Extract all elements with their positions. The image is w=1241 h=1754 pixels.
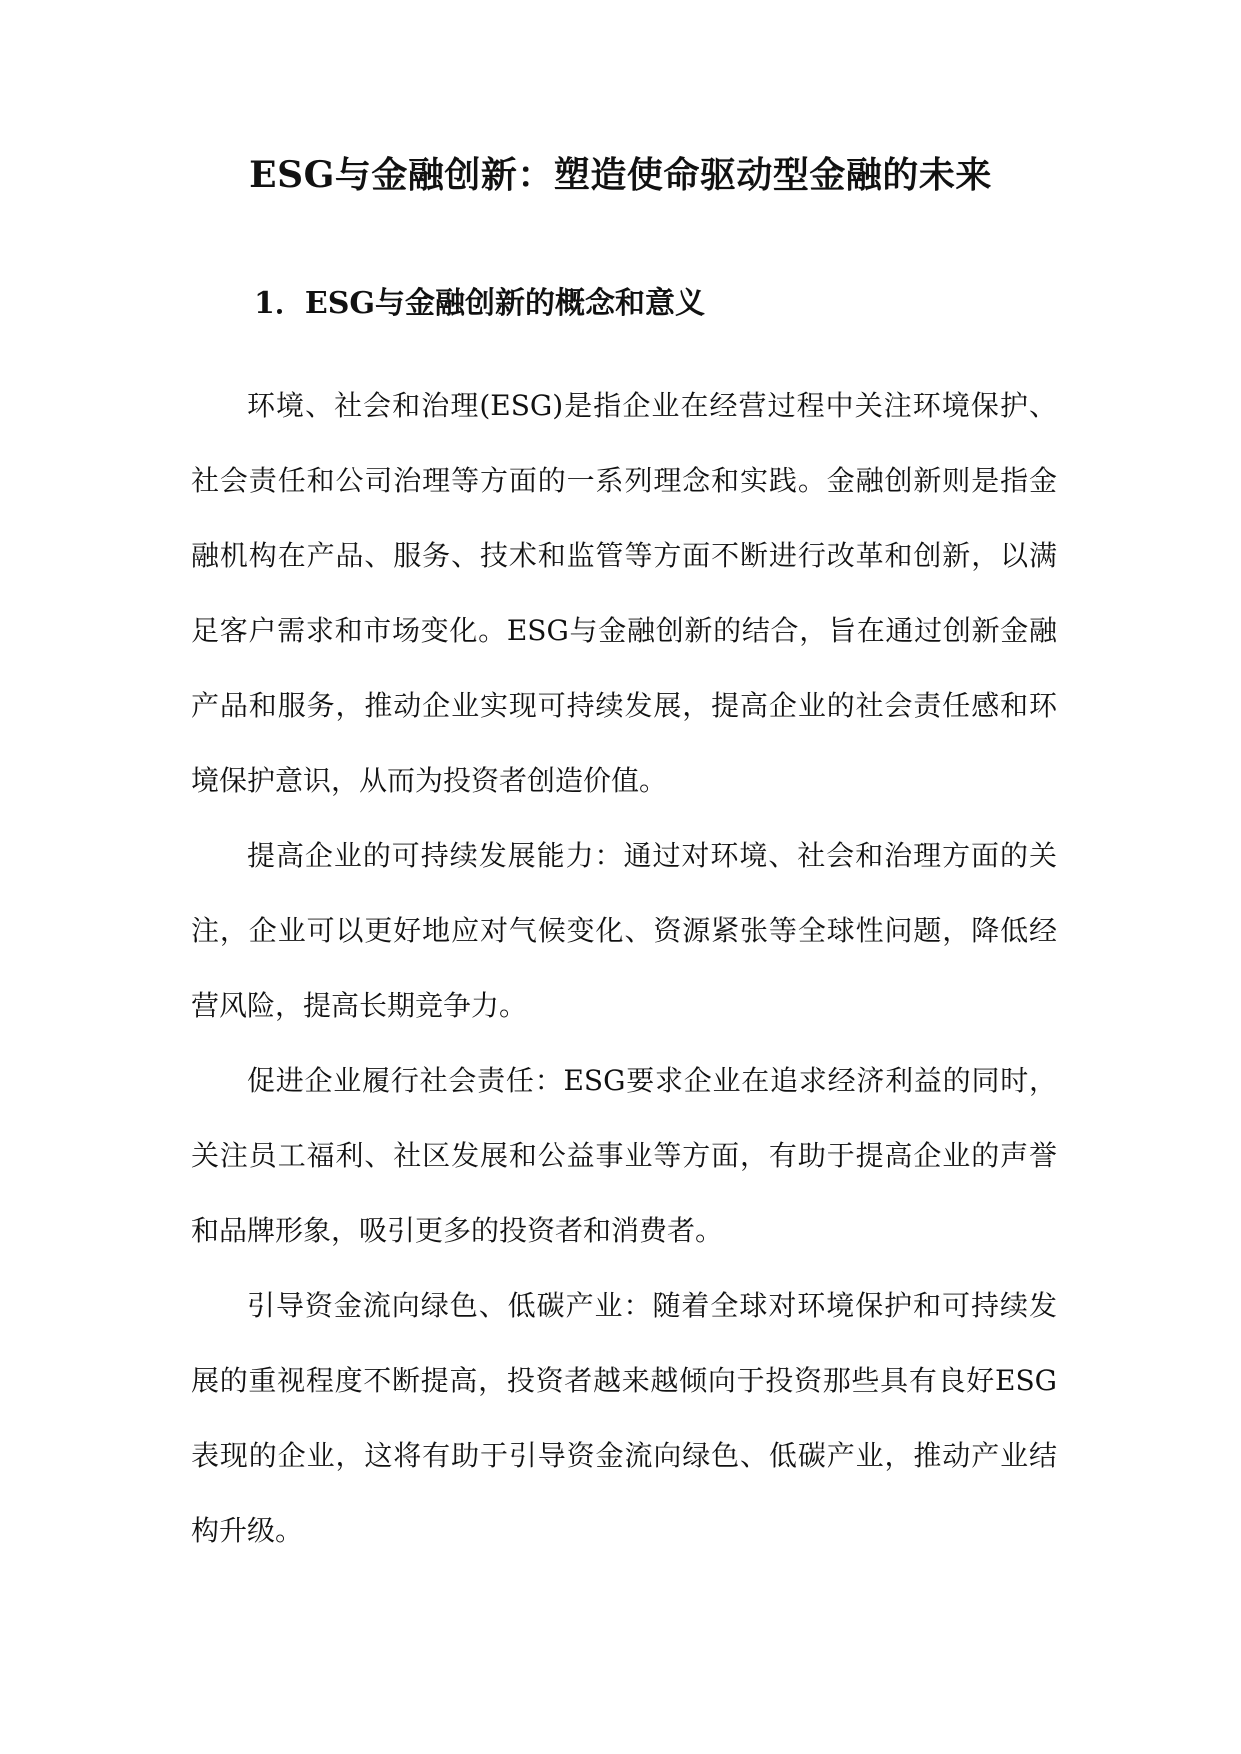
document-body (191, 368, 1057, 1568)
paragraph-esg-definition: 环境、社会和治理(ESG)是指企业在经营过程中关注环境保护、社会责任和公司治理等方面的一系列理念和实践。金融创新则是指金融机构在产品、服务、技术和监管等方面不断进行改革和创新，以满足客户需求和市场变化。ESG与金融创新的结合，旨在通过创新金融产品和服务，推动企业实现可持续发展，提高企业的社会责任感和环境保护意识，从而为投资者创造价值。 (191, 389, 1057, 797)
section-heading: 1．ESG与金融创新的概念和意义 (254, 286, 706, 321)
paragraph-green-capital: 引导资金流向绿色、低碳产业：随着全球对环境保护和可持续发展的重视程度不断提高，投资者越来越倾向于投资那些具有良好ESG表现的企业，这将有助于引导资金流向绿色、低碳产业，推动产业结构升级。 (191, 1289, 1057, 1547)
paragraph-sustainability: 提高企业的可持续发展能力：通过对环境、社会和治理方面的关注，企业可以更好地应对气候变化、资源紧张等全球性问题，降低经营风险，提高长期竞争力。 (191, 839, 1057, 1022)
document-title: ESG与金融创新：塑造使命驱动型金融的未来 (249, 154, 992, 196)
paragraph-social-responsibility: 促进企业履行社会责任：ESG要求企业在追求经济利益的同时，关注员工福利、社区发展和公益事业等方面，有助于提高企业的声誉和品牌形象，吸引更多的投资者和消费者。 (191, 1064, 1057, 1247)
